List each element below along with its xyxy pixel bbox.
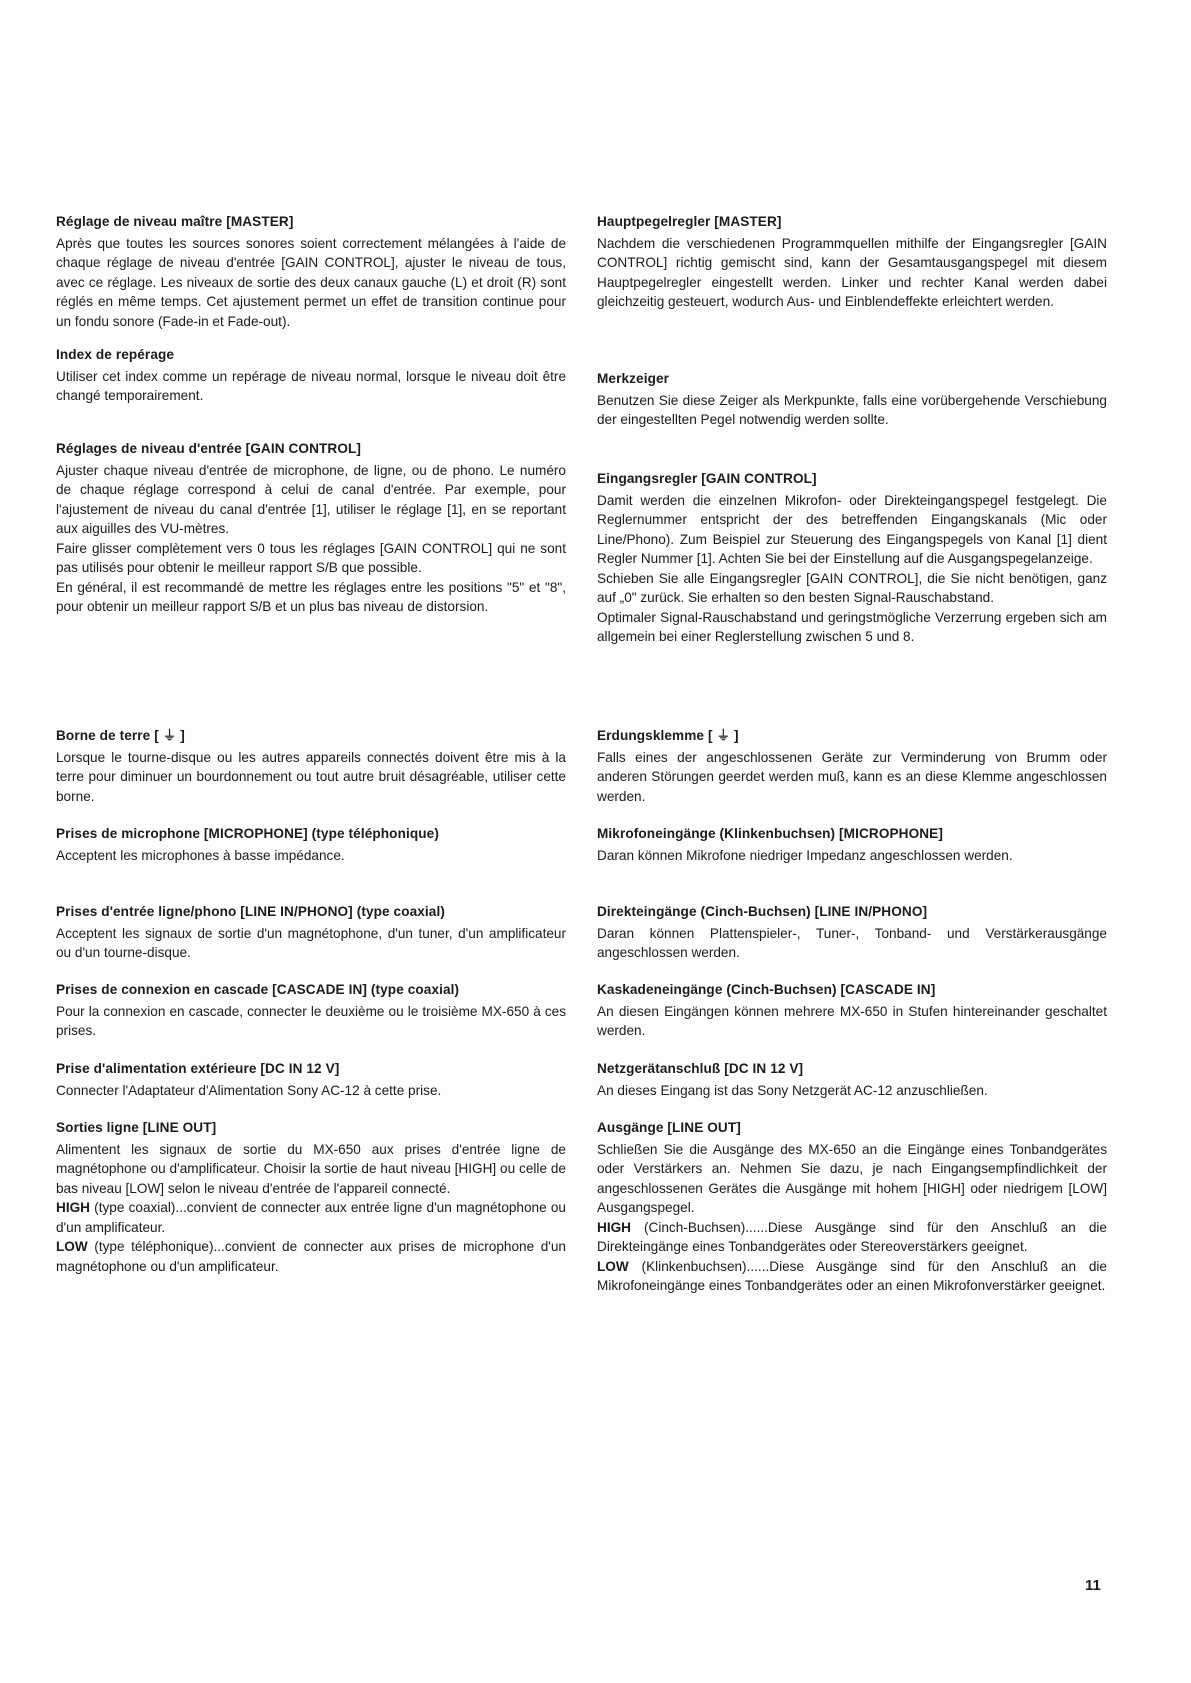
de-cascade-heading: Kaskadeneingänge (Cinch-Buchsen) [CASCADE IN] xyxy=(597,982,936,997)
de-ground-body: Falls eines der angeschlossenen Geräte zur Verminderung von Brumm oder anderen Störungen geerdet werden muß, kann es an diese Klemme angeschlossen werden. xyxy=(597,749,1107,804)
fr-gain-heading: Réglages de niveau d'entrée [GAIN CONTROL] xyxy=(56,441,362,456)
fr-master-body: Après que toutes les sources sonores soient correctement mélangées à l'aide de chaque réglage de niveau d'entrée [GAIN CONTROL], ajuster le niveau de tous, avec ce réglage. Les niveaux de sortie des deux canaux gauche (L) et droit (R) sont réglés en même temps. Cet ajustement permet un effet de transition continue pour un fondu sonore (Fade-in et Fade-out). xyxy=(56,235,566,329)
fr-cascade-section xyxy=(56,980,566,1041)
de-linein-body: Daran können Plattenspieler-, Tuner-, Tonband- und Verstärkerausgänge angeschlossen werden. xyxy=(597,925,1107,960)
fr-dcin-section xyxy=(56,1059,566,1100)
de-low-label: LOW xyxy=(597,1258,629,1274)
de-mic-section xyxy=(597,824,1107,865)
de-cascade-body: An diesen Eingängen können mehrere MX-650 in Stufen hintereinander geschaltet werden. xyxy=(597,1003,1107,1038)
page-number: 11 xyxy=(1085,1577,1101,1594)
de-index-section xyxy=(597,369,1107,430)
fr-low-label: LOW xyxy=(56,1239,88,1254)
fr-master-heading: Réglage de niveau maître [MASTER] xyxy=(56,214,294,229)
fr-gain-section xyxy=(56,439,566,617)
de-gain-p2: Schieben Sie alle Eingangsregler [GAIN CONTROL], die Sie nicht benötigen, ganz auf „0" zurück. Sie erhalten so den besten Signal-Rauschabstand. xyxy=(597,570,1107,605)
fr-high-text: (type coaxial)...convient de connecter aux entrée ligne d'un magnétophone ou d'un amplificateur. xyxy=(56,1200,566,1235)
de-gain-p1: Damit werden die einzelnen Mikrofon- oder Direkteingangspegel festgelegt. Die Reglernummer entspricht der des betreffenden Eingangskanals (Mic oder Line/Phono). Zum Beispiel zur Steuerung des Eingangspegels von Kanal [1] dient Regler Nummer [1]. Achten Sie bei der Einstellung auf die Ausgangspegelanzeige. xyxy=(597,492,1107,566)
de-lineout-section xyxy=(597,1118,1107,1296)
fr-cascade-body: Pour la connexion en cascade, connecter le deuxième ou le troisième MX-650 à ces prises. xyxy=(56,1003,566,1038)
fr-linein-body: Acceptent les signaux de sortie d'un magnétophone, d'un tuner, d'un amplificateur ou d'un tourne-disque. xyxy=(56,925,566,960)
fr-lineout-section xyxy=(56,1118,566,1276)
de-linein-section xyxy=(597,902,1107,963)
fr-lineout-low xyxy=(56,1237,566,1276)
de-lineout-high xyxy=(597,1218,1107,1257)
fr-master-section xyxy=(56,212,566,331)
de-index-body: Benutzen Sie diese Zeiger als Merkpunkte, falls eine vorübergehende Verschiebung der eingestellten Pegel notwendig werden sollte. xyxy=(597,392,1107,427)
fr-gain-p3: En général, il est recommandé de mettre les réglages entre les positions "5" et "8", pour obtenir un meilleur rapport S/B et un plus bas niveau de distorsion. xyxy=(56,579,566,614)
de-lineout-low xyxy=(597,1257,1107,1296)
de-gain-p3: Optimaler Signal-Rauschabstand und geringstmögliche Verzerrung ergeben sich am allgemein bei einer Reglerstellung zwischen 5 und 8. xyxy=(597,609,1107,644)
fr-mic-section xyxy=(56,824,566,865)
de-mic-body: Daran können Mikrofone niedriger Impedanz angeschlossen werden. xyxy=(597,847,1013,863)
de-master-section xyxy=(597,212,1107,312)
fr-low-text: (type téléphonique)...convient de connecter aux prises de microphone d'un magnétophone ou d'un amplificateur. xyxy=(56,1239,566,1274)
fr-lineout-high xyxy=(56,1198,566,1237)
de-cascade-section xyxy=(597,980,1107,1041)
de-dcin-section xyxy=(597,1059,1107,1100)
fr-mic-body: Acceptent les microphones à basse impédance. xyxy=(56,847,345,863)
de-master-heading: Hauptpegelregler [MASTER] xyxy=(597,214,782,229)
de-high-text: (Cinch-Buchsen)......Diese Ausgänge sind für den Anschluß an die Direkteingänge eines Tonbandgerätes oder Stereoverstärkers geeignet. xyxy=(597,1219,1107,1254)
de-index-heading: Merkzeiger xyxy=(597,371,670,386)
de-lineout-heading: Ausgänge [LINE OUT] xyxy=(597,1120,741,1135)
fr-gain-p2: Faire glisser complètement vers 0 tous les réglages [GAIN CONTROL] qui ne sont pas utilisés pour obtenir le meilleur rapport S/B que possible. xyxy=(56,540,566,575)
fr-linein-heading: Prises d'entrée ligne/phono [LINE IN/PHONO] (type coaxial) xyxy=(56,904,445,919)
fr-ground-heading: Borne de terre [ ⏚ ] xyxy=(56,728,185,743)
de-linein-heading: Direkteingänge (Cinch-Buchsen) [LINE IN/PHONO] xyxy=(597,904,928,919)
fr-index-section xyxy=(56,345,566,406)
de-ground-heading: Erdungsklemme [ ⏚ ] xyxy=(597,728,739,743)
fr-dcin-heading: Prise d'alimentation extérieure [DC IN 12 V] xyxy=(56,1061,340,1076)
fr-index-heading: Index de repérage xyxy=(56,347,175,362)
de-gain-section xyxy=(597,469,1107,647)
fr-gain-p1: Ajuster chaque niveau d'entrée de microphone, de ligne, ou de phono. Le numéro de chaque réglage correspond à celui de canal d'entrée. Par exemple, pour l'ajustement de niveau du canal d'entrée [1], utiliser le réglage [1], en se reportant aux aiguilles des VU-mètres. xyxy=(56,462,566,536)
de-high-label: HIGH xyxy=(597,1219,631,1235)
de-mic-heading: Mikrofoneingänge (Klinkenbuchsen) [MICROPHONE] xyxy=(597,826,943,841)
de-master-body: Nachdem die verschiedenen Programmquellen mithilfe der Eingangsregler [GAIN CONTROL] richtig gemischt sind, kann der Gesamtausgangspegel mit diesem Hauptpegelregler eingestellt werden. Linker und rechter Kanal werden dabei gleichzeitig gesteuert, wodurch Aus- und Einblendeffekte erleichtert werden. xyxy=(597,235,1107,309)
fr-mic-heading: Prises de microphone [MICROPHONE] (type téléphonique) xyxy=(56,826,439,841)
fr-lineout-p1: Alimentent les signaux de sortie du MX-650 aux prises d'entrée ligne de magnétophone ou d'amplificateur. Choisir la sortie de haut niveau [HIGH] ou celle de bas niveau [LOW] selon le niveau d'entrée de l'appareil connecté. xyxy=(56,1141,566,1196)
fr-linein-section xyxy=(56,902,566,963)
fr-dcin-body: Connecter l'Adaptateur d'Alimentation Sony AC-12 à cette prise. xyxy=(56,1082,442,1098)
fr-high-label: HIGH xyxy=(56,1200,90,1215)
fr-lineout-heading: Sorties ligne [LINE OUT] xyxy=(56,1120,217,1135)
fr-cascade-heading: Prises de connexion en cascade [CASCADE IN] (type coaxial) xyxy=(56,982,460,997)
fr-ground-section xyxy=(56,726,566,806)
de-gain-heading: Eingangsregler [GAIN CONTROL] xyxy=(597,471,817,486)
de-dcin-heading: Netzgerätanschluß [DC IN 12 V] xyxy=(597,1061,804,1076)
de-low-text: (Klinkenbuchsen)......Diese Ausgänge sind für den Anschluß an die Mikrofoneingänge eines Tonbandgerätes oder an einen Mikrofonverstärker geeignet. xyxy=(597,1258,1107,1293)
fr-index-body: Utiliser cet index comme un repérage de niveau normal, lorsque le niveau doit être changé temporairement. xyxy=(56,368,566,403)
fr-ground-body: Lorsque le tourne-disque ou les autres appareils connectés doivent être mis à la terre pour diminuer un bourdonnement ou tout autre bruit désagréable, utiliser cette borne. xyxy=(56,749,566,804)
de-dcin-body: An dieses Eingang ist das Sony Netzgerät AC-12 anzuschließen. xyxy=(597,1082,988,1098)
de-lineout-p1: Schließen Sie die Ausgänge des MX-650 an die Eingänge eines Tonbandgerätes oder Verstärkers an. Nehmen Sie dazu, je nach Eingangsempfindlichkeit der angeschlossenen Gerätes die Ausgänge mit hohem [HIGH] oder niedrigem [LOW] Ausgangspegel. xyxy=(597,1141,1107,1215)
de-ground-section xyxy=(597,726,1107,806)
